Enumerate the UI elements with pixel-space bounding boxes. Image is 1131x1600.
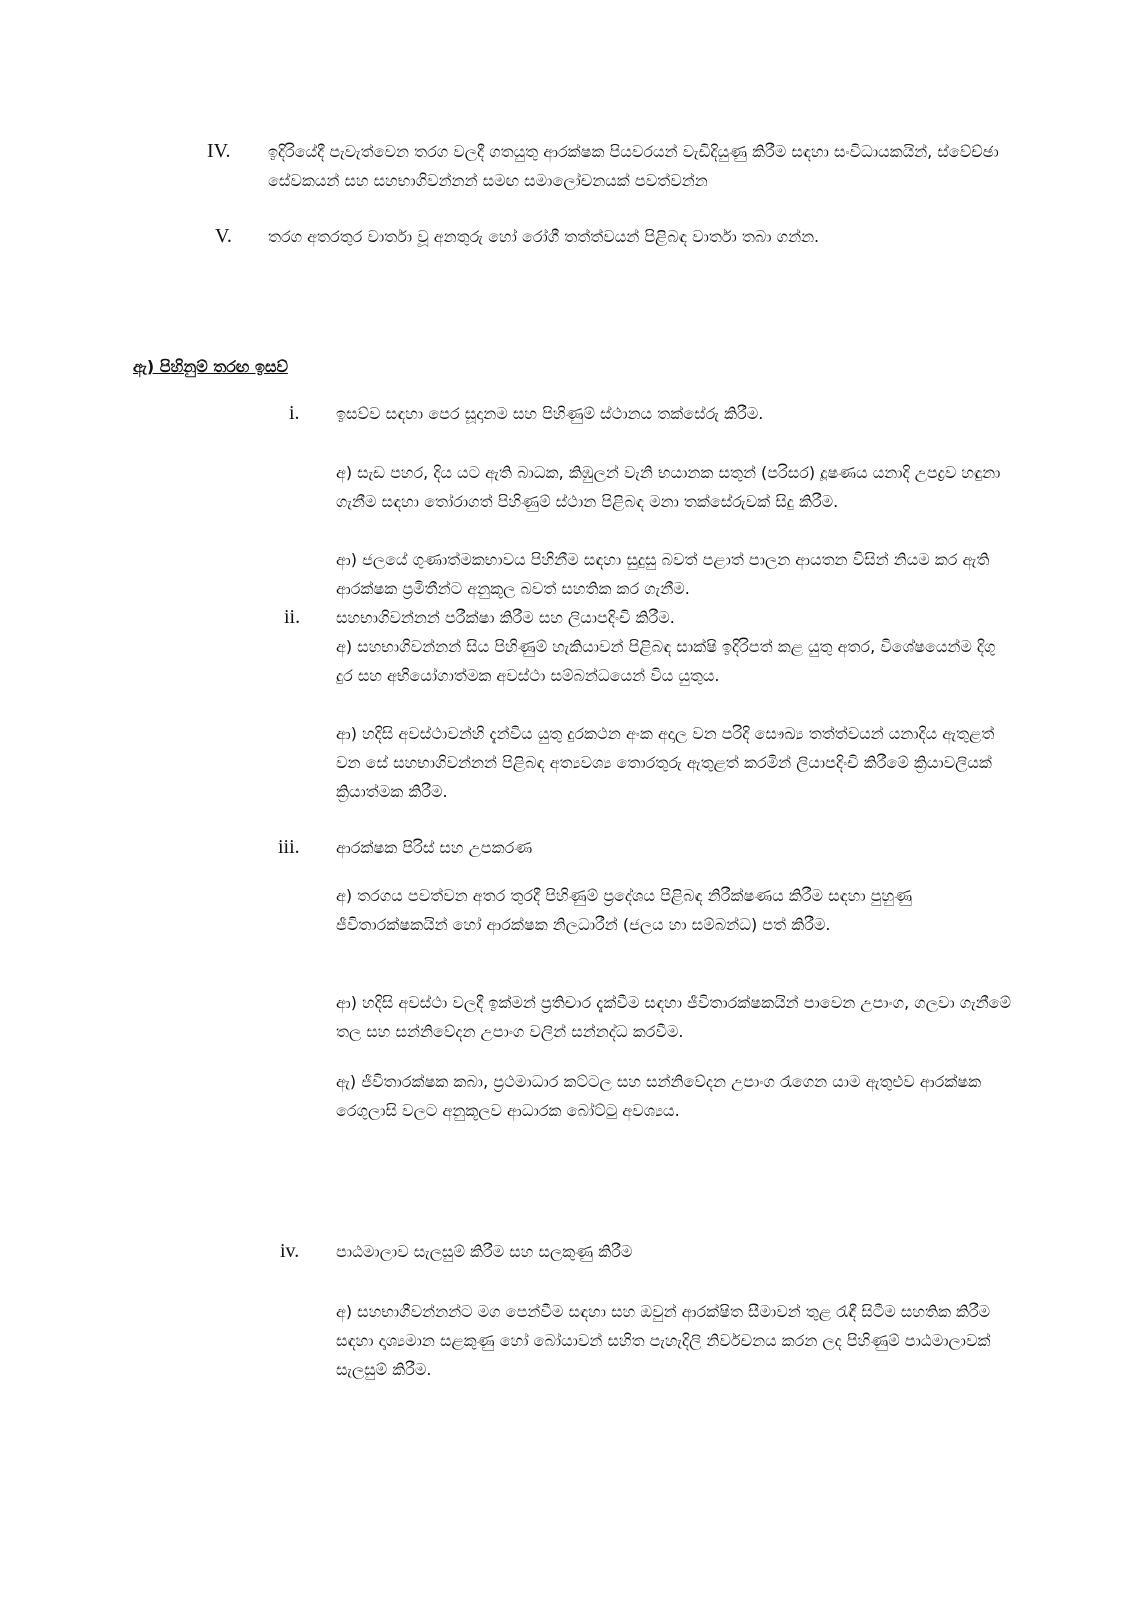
item-title: සහභාගිවන්නන් පරීක්ෂා කිරීම සහ ලියාපදිංචි කිරීම. <box>336 608 675 627</box>
sub-paragraph: අ) සහභාගීවන්නන්ට මග පෙන්වීම සඳහා සහ ඔවුන් ආරක්ෂිත සීමාවන් තුළ රැඳී සිටීම සහතික කිරීම සඳහා දෘශ්‍යමාන සළකුණු හෝ බෝයාවන් සහිත පැහැදිලි නිර්වචනය කරන ලද පිහිණුම් පාඨමාලාවක් සැලසුම් කිරීම. <box>336 1302 991 1379</box>
sub-paragraph: ආ) හදිසි අවස්ථා වලදී ඉක්මන් ප්‍රතිචාර දැක්වීම සඳහා ජීවිතාරක්ෂකයින් පාවෙන උපාංග, ගලවා ගැනීමේ තල සහ සන්නිවේදන උපාංග වලින් සන්නද්ධ කරවීම. <box>336 993 1012 1041</box>
section-heading: ඇ) පිහිනුම් තරඟ ඉසව් <box>133 357 288 376</box>
sub-paragraph: අ) සහභාගිවන්නන් සිය පිහිණුම් හැකියාවන් පිළිබඳ සාක්ෂි ඉදිරිපත් කළ යුතු අතර, විශේෂයෙන්ම දිගු දුර සහ අභියෝගාත්මක අවස්ථා සම්බන්ධයෙන් විය යුතුය. <box>336 637 996 685</box>
list-item-text: ඉදිරියේදී පැවැත්වෙන තරග වලදී ගතයුතු ආරක්ෂක පියවරයන් වැඩිදියුණු කිරීම සඳහා සංවිධායකයින්, ස්වේච්ඡා සේවකයන් සහ සහභාගිවන්නන් සමඟ සමාලෝචනයක් පවත්වන්න <box>268 142 999 190</box>
sub-paragraph: ආ) හදිසි අවස්ථාවන්හි දැන්විය යුතු දුරකථන අංක අදාල වන පරිදි සෞඛ්‍ය තත්ත්වයන් යනාදිය ඇතුළත් වන සේ සහභාගිවන්නන් පිළිබඳ අත්‍යවශ්‍ය තොරතුරු ඇතුළත් කරමින් ලියාපදිංචි කිරීමේ ක්‍රියාවලියක් ක්‍රියාත්මක කිරීම. <box>336 724 995 801</box>
item-numeral: iv. <box>280 1240 300 1262</box>
list-numeral: IV. <box>207 140 231 162</box>
sub-paragraph: ඇ) ජීවිතාරක්ෂක කබා, ප්‍රථමාධාර කට්ටල සහ සන්නිවේදන උපාංග රැගෙන යාම ඇතුළුව ආරක්ෂක රෙගුලාසි වලට අනුකූලව ආධාරක බෝට්ටු අවශ්‍යය. <box>336 1072 982 1120</box>
item-numeral: iii. <box>278 836 300 858</box>
list-item-text: තරග අතරතුර වාර්තා වූ අනතුරු හෝ රෝගී තත්ත්වයන් පිළිබඳ වාර්තා තබා ගන්න. <box>268 227 820 246</box>
item-numeral: i. <box>289 402 300 424</box>
item-title: පාඨමාලාව සැලසුම් කිරීම සහ සලකුණු කිරීම <box>336 1242 633 1261</box>
list-numeral: V. <box>215 225 232 247</box>
sub-paragraph: අ) තරගය පවත්වන අතර තුරදී පිහිණුම් ප්‍රදේශය පිළිබඳ නිරීක්ෂණය කිරීම සඳහා පුහුණු ජීවිතාරක්ෂකයින් හෝ ආරක්ෂක නිලධාරීන් (ජලය හා සම්බන්ධ) පත් කිරීම. <box>336 886 913 934</box>
sub-paragraph: ආ) ජලයේ ගුණාත්මකභාවය පිහිනීම සඳහා සුදුසු බවත් පළාත් පාලන ආයතන විසින් නියම කර ඇති ආරක්ෂක ප්‍රමිතීන්ට අනුකූල බවත් සහතික කර ගැනීම. <box>336 550 990 598</box>
sub-paragraph: අ) සැඩ පහර, දිය යට ඇති බාධක, කිඹුලන් වැනි භයානක සතුන් (පරිසර) දූෂණය යනාදි උපද්‍රව හඳුනා ගැනීම සඳහා තෝරාගත් පිහිණුම් ස්ථාන පිළිබඳ මනා තක්සේරුවක් සිදු කිරීම. <box>336 463 1001 511</box>
item-title: ආරක්ෂක පිරිස් සහ උපකරණ <box>336 838 533 857</box>
item-numeral: ii. <box>284 606 301 628</box>
item-title: ඉසව්ව සඳහා පෙර සූදානම සහ පිහිණුම් ස්ථානය තක්සේරු කිරීම. <box>336 404 764 423</box>
